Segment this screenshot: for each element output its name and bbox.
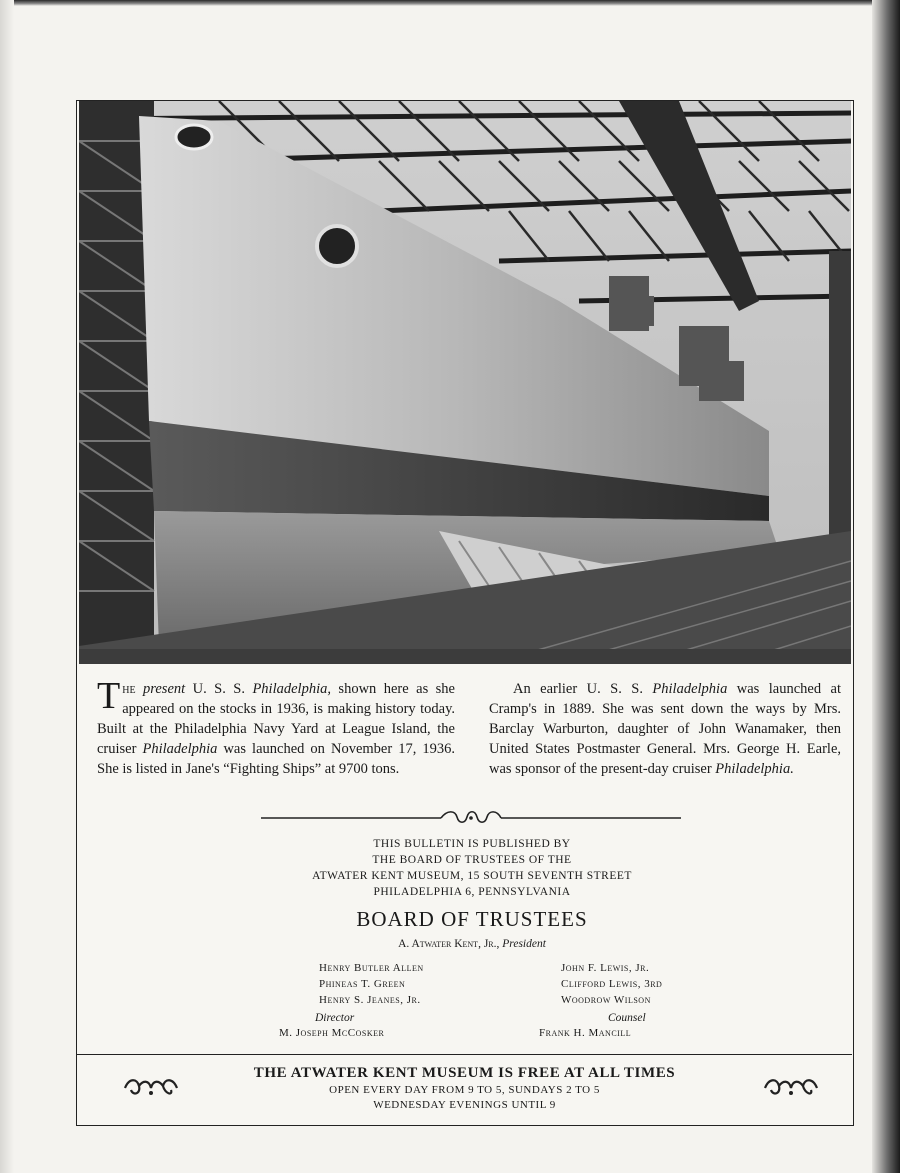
counsel-label: Counsel [608,1012,646,1024]
caption-left [97,675,455,779]
flourish-ornament-icon [761,1076,821,1100]
trustee-name: Henry Butler Allen [319,962,424,974]
footer-hours: OPEN EVERY DAY FROM 9 TO 5, SUNDAYS 2 TO 5 [329,1084,600,1096]
caption-right [489,679,841,779]
trustee-name: John F. Lewis, Jr. [561,962,650,974]
caption-left-text-3: was launched on November 17, 1936. She is listed in Jane's “Fighting Ships” at 9700 tons. [97,741,455,777]
trustee-name: Phineas T. Green [319,978,406,990]
trustee-name: Henry S. Jeanes, Jr. [319,994,421,1006]
caption-left-smallcaps: he [122,681,136,697]
ship-photo [79,101,851,664]
bulletin-frame [76,100,854,1126]
dropcap: T [97,675,121,717]
director-label: Director [315,1012,355,1024]
footer-divider [77,1054,852,1055]
publication-line-2: THE BOARD OF TRUSTEES OF THE [372,854,572,866]
publication-info [257,836,687,900]
caption-left-italic: present [143,681,186,697]
page-top-edge [0,0,900,6]
director-name: M. Joseph McCosker [279,1027,385,1039]
caption-right-text-1: An earlier U. S. S. [513,681,653,697]
board-title: BOARD OF TRUSTEES [356,907,588,931]
page-left-edge [0,0,14,1173]
flourish-ornament-icon [121,1076,181,1100]
ship-under-construction-icon [79,101,851,664]
footer-title: THE ATWATER KENT MUSEUM IS FREE AT ALL TIMES [253,1065,676,1081]
footer-evening-hours: WEDNESDAY EVENINGS UNTIL 9 [373,1099,556,1111]
caption-left-ship-name: Philadelphia, [252,681,331,697]
page-right-edge [872,0,900,1173]
publication-line-1: THIS BULLETIN IS PUBLISHED BY [373,838,571,850]
caption-left-text-1: U. S. S. [185,681,253,697]
president-name: A. Atwater Kent, Jr., [398,938,503,950]
president-line [257,938,687,950]
trustee-name: Woodrow Wilson [561,994,651,1006]
caption-left-ship-name-2: Philadelphia [142,741,218,757]
trustee-name: Clifford Lewis, 3rd [561,978,663,990]
caption-right-ship-name: Philadelphia [652,681,728,697]
publication-line-4: PHILADELPHIA 6, PENNSYLVANIA [373,886,571,898]
caption-right-text-2: was launched at Cramp's in 1889. She was sent down the ways by Mrs. Barclay Warburton, daughter of John Wanamaker, then United States Postmaster General. Mrs. George H. Earle, was sponsor of the present-day cruiser [489,681,841,777]
president-role: President [502,938,546,950]
publication-line-3: ATWATER KENT MUSEUM, 15 SOUTH SEVENTH STREET [312,870,632,882]
trustees-left [319,960,424,1008]
caption-right-ship-name-2: Philadelphia. [715,761,794,777]
scroll-ornament-icon [261,807,681,829]
caption-left-text-2: shown here as she appeared on the stocks in 1936, is making history today. Built at the Philadelphia Navy Yard at League Island, the cruiser [97,681,455,757]
trustees-right [561,960,662,1008]
counsel-name: Frank H. Mancill [539,1027,632,1039]
